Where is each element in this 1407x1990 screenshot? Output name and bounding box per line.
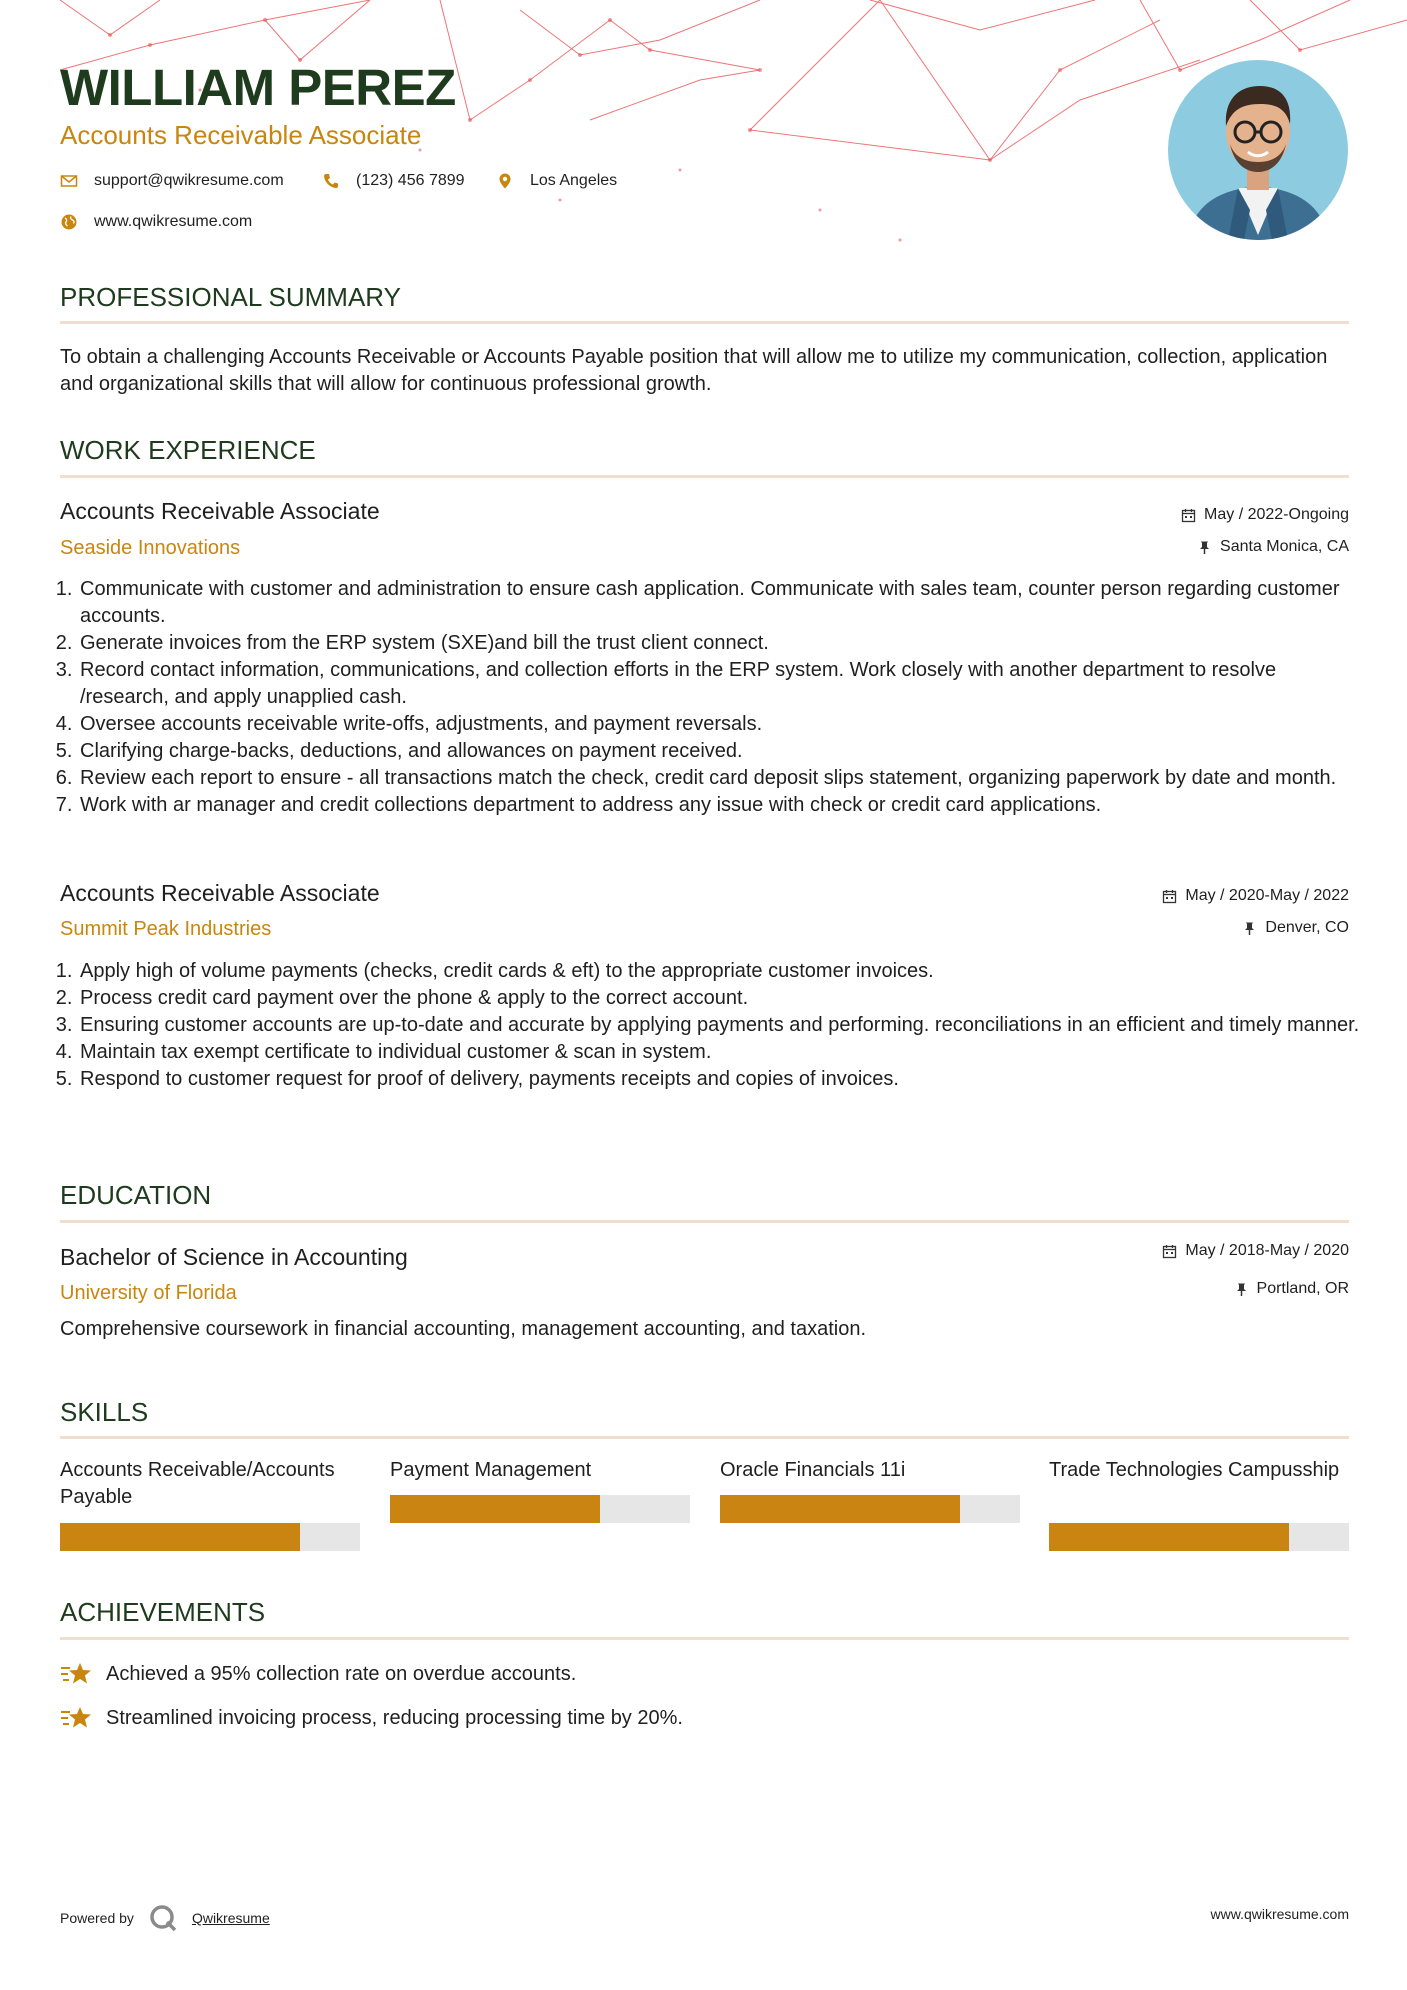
list-item: 2. Process credit card payment over the phone & apply to the correct account. <box>78 985 1367 1012</box>
qwikresume-link[interactable]: Qwikresume <box>191 1910 270 1926</box>
job-company: Summit Peak Industries <box>60 918 272 940</box>
list-item: 2. Generate invoices from the ERP system (SXE)and bill the trust client connect. <box>78 630 1367 657</box>
shooting-star-icon <box>60 1704 92 1732</box>
job-location-text: Santa Monica, CA <box>1220 538 1349 555</box>
skill-item <box>720 1457 1020 1484</box>
list-item: 3. Ensuring customer accounts are up-to-date and accurate by applying payments and performing. reconciliations in an efficient and timely manner. <box>78 1012 1367 1039</box>
section-title-summary: PROFESSIONAL SUMMARY <box>60 282 401 312</box>
job-dates-text: May / 2020-May / 2022 <box>1185 887 1349 904</box>
skill-level-bar <box>1049 1523 1349 1551</box>
list-item: 1. Apply high of volume payments (checks, credit cards & eft) to the appropriate customer invoices. <box>78 958 1367 985</box>
list-item: 6. Review each report to ensure - all transactions match the check, credit card deposit slips statement, organizing paperwork by date and month. <box>78 765 1367 792</box>
email-text: support@qwikresume.com <box>94 172 284 189</box>
phone-icon <box>322 172 340 190</box>
calendar-icon <box>1181 508 1196 523</box>
footer-website[interactable]: www.qwikresume.com <box>1210 1906 1349 1922</box>
list-item: 7. Work with ar manager and credit collections department to address any issue with check or credit card applications. <box>78 792 1367 819</box>
globe-icon <box>60 213 78 231</box>
calendar-icon <box>1162 1244 1177 1259</box>
skill-label: Oracle Financials 11i <box>720 1459 906 1481</box>
skill-label: Accounts Receivable/Accounts Payable <box>60 1459 335 1508</box>
skill-level-fill <box>390 1495 600 1523</box>
job-location <box>1242 919 1349 937</box>
education-location-text: Portland, OR <box>1256 1280 1349 1297</box>
education-dates <box>1162 1242 1349 1260</box>
qwikresume-logo-icon <box>148 1903 178 1933</box>
section-divider <box>60 1436 1349 1439</box>
list-item: 5. Respond to customer request for proof of delivery, payments receipts and copies of invoices. <box>78 1066 1367 1093</box>
pushpin-icon <box>1242 921 1257 936</box>
list-item: 5. Clarifying charge-backs, deductions, and allowances on payment received. <box>78 738 1367 765</box>
pushpin-icon <box>1197 540 1212 555</box>
achievement-text: Streamlined invoicing process, reducing processing time by 20%. <box>106 1706 683 1729</box>
list-item: 1. Communicate with customer and administration to ensure cash application. Communicate with sales team, counter person regarding customer accounts. <box>78 576 1367 630</box>
contact-phone[interactable] <box>322 172 465 190</box>
achievement-item <box>60 1660 576 1688</box>
skill-level-fill <box>1049 1523 1289 1551</box>
skill-label: Trade Technologies Campusship <box>1049 1459 1340 1481</box>
job-dates <box>1181 506 1349 524</box>
contact-location <box>496 172 617 190</box>
education-dates-text: May / 2018-May / 2020 <box>1185 1242 1349 1259</box>
website-text: www.qwikresume.com <box>94 213 253 230</box>
section-title-education: EDUCATION <box>60 1180 212 1210</box>
list-item: 3. Record contact information, communications, and collection efforts in the ERP system. Work closely with another department to resolve /research, and apply unapplied cash. <box>78 657 1367 711</box>
skill-level-fill <box>60 1523 300 1551</box>
candidate-name: WILLIAM PEREZ <box>60 59 456 116</box>
job-dates-text: May / 2022-Ongoing <box>1204 506 1349 523</box>
job-dates <box>1162 887 1349 905</box>
pushpin-icon <box>1234 1282 1249 1297</box>
list-item: 4. Maintain tax exempt certificate to individual customer & scan in system. <box>78 1039 1367 1066</box>
skill-label: Payment Management <box>390 1459 592 1481</box>
skill-item <box>60 1457 360 1511</box>
shooting-star-icon <box>60 1660 92 1688</box>
education-school: University of Florida <box>60 1282 237 1304</box>
skill-level-bar <box>390 1495 690 1523</box>
job-role: Accounts Receivable Associate <box>60 498 380 524</box>
job-responsibilities <box>60 576 1367 819</box>
education-location <box>1234 1280 1349 1298</box>
achievement-text: Achieved a 95% collection rate on overdue accounts. <box>106 1662 577 1685</box>
section-divider <box>60 321 1349 324</box>
location-text: Los Angeles <box>530 172 618 189</box>
skill-level-bar <box>60 1523 360 1551</box>
section-divider <box>60 1637 1349 1640</box>
section-divider <box>60 1220 1349 1223</box>
footer-powered-by <box>60 1903 270 1933</box>
skill-item <box>1049 1457 1349 1484</box>
job-location-text: Denver, CO <box>1265 919 1349 936</box>
map-pin-icon <box>496 172 514 190</box>
candidate-title: Accounts Receivable Associate <box>60 120 422 150</box>
section-title-achievements: ACHIEVEMENTS <box>60 1597 266 1627</box>
skill-item <box>390 1457 690 1484</box>
section-divider <box>60 475 1349 478</box>
achievement-item <box>60 1704 683 1732</box>
skill-level-fill <box>720 1495 960 1523</box>
education-description: Comprehensive coursework in financial accounting, management accounting, and taxation. <box>60 1318 867 1340</box>
contact-email[interactable] <box>60 172 284 190</box>
powered-by-text: Powered by <box>60 1910 134 1926</box>
job-company: Seaside Innovations <box>60 537 241 559</box>
contact-website[interactable] <box>60 213 252 231</box>
section-title-experience: WORK EXPERIENCE <box>60 435 316 465</box>
section-title-skills: SKILLS <box>60 1397 149 1427</box>
education-degree: Bachelor of Science in Accounting <box>60 1244 408 1270</box>
job-responsibilities <box>60 958 1367 1093</box>
calendar-icon <box>1162 889 1177 904</box>
phone-text: (123) 456 7899 <box>356 172 465 189</box>
profile-portrait-illustration <box>1168 60 1348 240</box>
job-role: Accounts Receivable Associate <box>60 880 380 906</box>
job-location <box>1197 538 1349 556</box>
profile-photo <box>1168 60 1348 240</box>
list-item: 4. Oversee accounts receivable write-offs, adjustments, and payment reversals. <box>78 711 1367 738</box>
skill-level-bar <box>720 1495 1020 1523</box>
envelope-icon <box>60 172 78 190</box>
summary-text: To obtain a challenging Accounts Receivable or Accounts Payable position that will allow me to utilize my communication, collection, application and organizational skills that will allow for continuous professional growth. <box>60 346 1328 395</box>
